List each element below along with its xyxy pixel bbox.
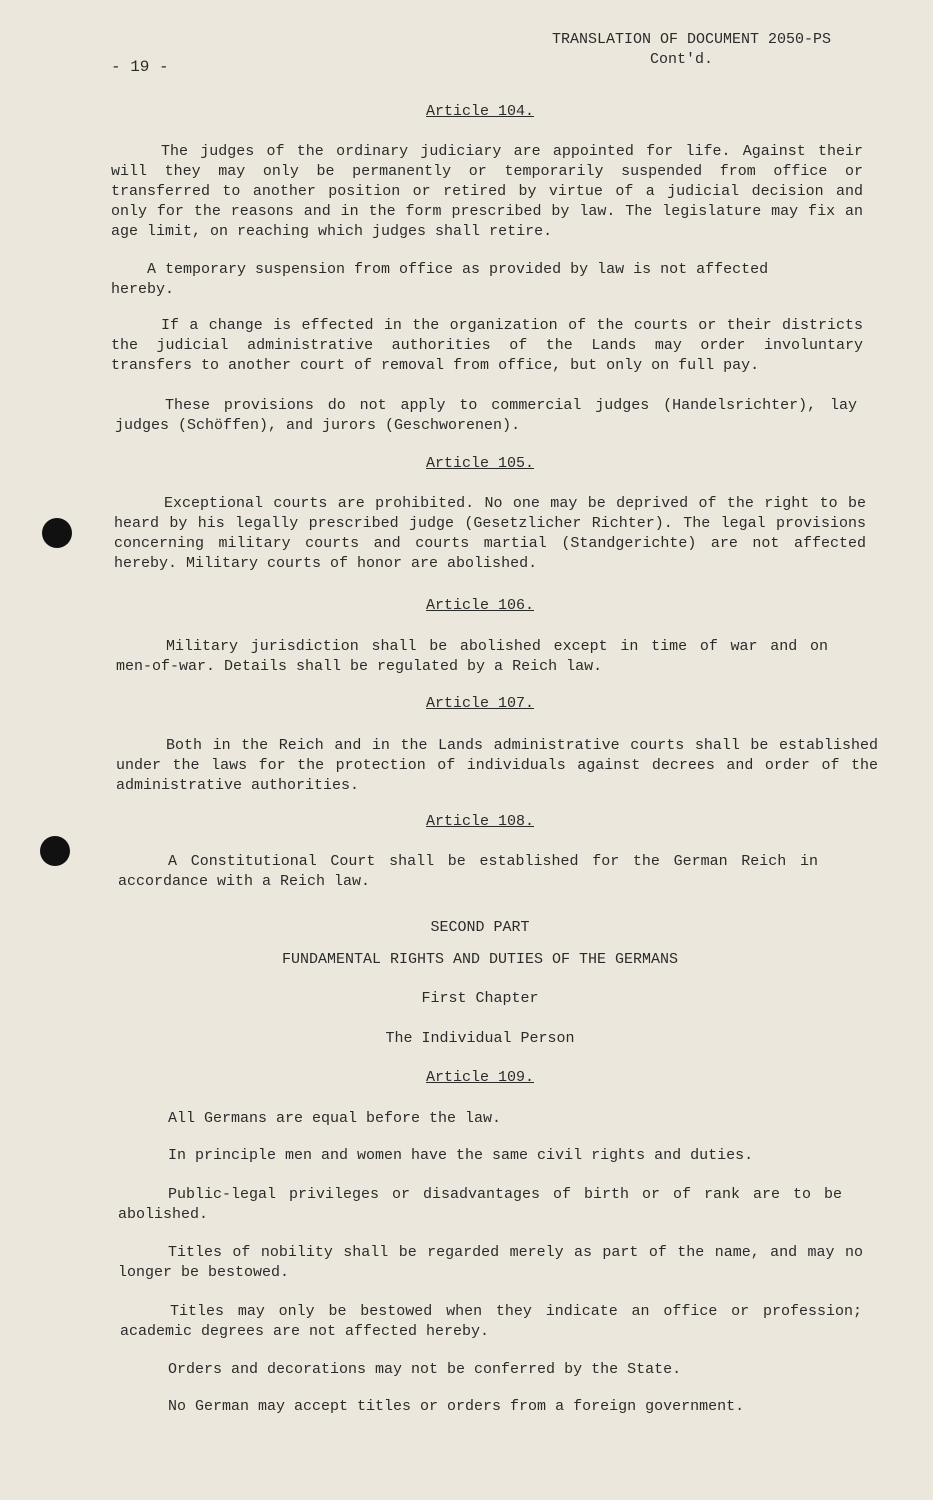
article-107-heading: Article 107. xyxy=(425,695,535,712)
article-109-paragraph-7: No German may accept titles or orders from a foreign government. xyxy=(168,1398,745,1415)
article-104-paragraph-1: The judges of the ordinary judiciary are appointed for life. Against their will they may only be permanently or temporarily suspended from office or transferred to another position or retired by virtue of a judicial decision and only for the reasons and in the form prescribed by law. The legislature may fix an age limit, on reaching which judges shall retire. xyxy=(111,143,863,240)
article-104-heading: Article 104. xyxy=(425,103,535,120)
article-107-paragraph-1: Both in the Reich and in the Lands administrative courts shall be established under the laws for the protection of individuals against decrees and order of the administrative authorities. xyxy=(116,737,878,794)
article-109-paragraph-6: Orders and decorations may not be conferred by the State. xyxy=(168,1361,682,1378)
article-105-paragraph-1: Exceptional courts are prohibited. No one may be deprived of the right to be heard by his legally prescribed judge (Gesetzlicher Richter). The legal provisions concerning military courts and courts martial (Standgerichte) are not affected hereby. Military courts of honor are abolished. xyxy=(114,495,866,572)
article-108-paragraph-1: A Constitutional Court shall be established for the German Reich in accordance with a Reich law. xyxy=(118,853,818,890)
article-106-heading: Article 106. xyxy=(425,597,535,614)
chapter-number: First Chapter xyxy=(421,990,539,1007)
article-108-heading: Article 108. xyxy=(425,813,535,830)
article-106-paragraph-1: Military jurisdiction shall be abolished except in time of war and on men-of-war. Details shall be regulated by a Reich law. xyxy=(116,638,828,675)
article-104-paragraph-2: A temporary suspension from office as provided by law is not affected hereby. xyxy=(111,261,769,298)
punch-hole-bottom xyxy=(40,836,70,866)
article-109-paragraph-1: All Germans are equal before the law. xyxy=(168,1110,502,1127)
part-subtitle: FUNDAMENTAL RIGHTS AND DUTIES OF THE GERMANS xyxy=(281,951,679,968)
article-104-paragraph-3: If a change is effected in the organization of the courts or their districts the judicial administrative authorities of the Lands may order involuntary transfers to another court of removal from office, but only on full pay. xyxy=(111,317,863,374)
article-109-paragraph-5: Titles may only be bestowed when they indicate an office or profession; academic degrees are not affected hereby. xyxy=(120,1303,862,1340)
punch-hole-top xyxy=(42,518,72,548)
document-title: TRANSLATION OF DOCUMENT 2050-PS xyxy=(552,31,832,48)
article-104-paragraph-4: These provisions do not apply to commercial judges (Handelsrichter), lay judges (Schöffen), and jurors (Geschworenen). xyxy=(115,397,857,434)
part-title: SECOND PART xyxy=(430,919,530,936)
article-109-heading: Article 109. xyxy=(425,1069,535,1086)
page-number: - 19 - xyxy=(111,58,169,76)
article-109-paragraph-3: Public-legal privileges or disadvantages of birth or of rank are to be abolished. xyxy=(118,1186,842,1223)
document-subtitle: Cont'd. xyxy=(650,51,714,68)
article-109-paragraph-4: Titles of nobility shall be regarded merely as part of the name, and may no longer be bestowed. xyxy=(118,1244,863,1281)
chapter-title: The Individual Person xyxy=(385,1030,575,1047)
article-105-heading: Article 105. xyxy=(425,455,535,472)
article-109-paragraph-2: In principle men and women have the same civil rights and duties. xyxy=(168,1147,754,1164)
